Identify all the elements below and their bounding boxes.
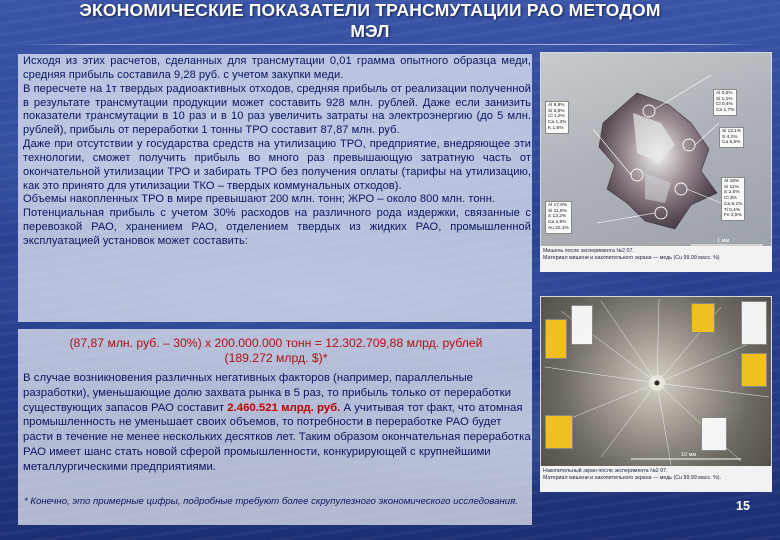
scenario-text-start: В случае возникновения различных негативных факторов (например, параллельные разработки), уменьшающие долю захвата рынка в 5 раз, то прибыль только от переработки существующих запасов РАО составит [23, 372, 511, 414]
scale-bar-label: 10 мм [681, 452, 697, 458]
target-micrograph [540, 52, 772, 272]
paragraph: Исходя из этих расчетов, сделанных для трансмутации 0,01 грамма опытного образца меди, средняя прибыль составила 9,28 руб. с учетом закупки меди. [23, 55, 531, 81]
formula-line1: (87,87 млн. руб. – 30%) х 200.000.000 тонн = 12.302.709,88 млрд. рублей [69, 336, 483, 350]
calculation-text [23, 55, 531, 249]
target-micrograph-art [541, 53, 772, 272]
profit-highlight: 2.460.521 млрд. руб. [227, 401, 341, 414]
composition-label [741, 353, 767, 387]
paragraph: Объемы накопленных ТРО в мире превышают 200 млн. тонн; ЖРО – около 800 млн. тонн. [23, 193, 496, 206]
paragraph: В пересчете на 1т твердых радиоактивных отходов, средняя прибыль от реализации полученной в результате трансмутации продукции может составить 928 млн. рублей. Даже если занизить показатели трансмутации в 10 раз и в 10 раз увеличить затраты на электроэнергию (до 5 млн. рублей), прибыль от переработки 1 тонны ТРО составит 87,87 млн. руб. [23, 82, 531, 137]
composition-label [701, 417, 727, 451]
profit-formula [20, 336, 532, 366]
composition-label [545, 319, 567, 359]
paragraph: Потенциальная прибыль с учетом 30% расходов на различного рода издержки, связанные с перевозкой РАО, хранением РАО, отделением твердых из жидких РАО, промышленной эксплуатацией установок может составить: [23, 207, 531, 247]
composition-label [545, 201, 572, 234]
scenario-text-end: А учитывая тот факт, что атомная промышленность не уменьшает своих объемов, то потребности в переработке РАО будет расти в течение не менее нескольких десятков лет. Таким образом окончательная переработка РАО имеет шанс стать новой сферой промышленности, конкурирующей с крупнейшими металлургическими предприятиями. [23, 401, 531, 473]
formula-line2: (189.272 млрд. $)* [224, 351, 328, 365]
composition-text: Al 18% Si 11% S 2,5% Cl 3% Ca 5,1% Ti 0,4% Fe 2,5% [724, 179, 743, 219]
caption-line: Мишень после эксперимента №2 07. [543, 248, 634, 254]
caption-line: Материал мишени и накопительного экрана — медь (Cu 99.99 масс. %) [543, 254, 720, 261]
composition-text: Al 0,5% Si 1,1% Cl 0,4% Ca 1,7% [716, 91, 735, 114]
title-divider [18, 44, 760, 45]
composition-label [719, 127, 744, 148]
screen-micrograph [540, 296, 772, 492]
composition-label [545, 101, 569, 134]
slide-title-line2: МЭЛ [350, 21, 390, 41]
scale-bar-label: 1 мм [717, 238, 730, 244]
composition-label [741, 301, 767, 345]
footnote: * Конечно, это примерные цифры, подробные требуют более скрупулезного экономического исследования. [24, 496, 518, 507]
composition-label [713, 89, 737, 116]
caption-line: Материал мишени и накопительного экрана — медь (Cu 99.99 масс. %). [543, 474, 722, 481]
composition-label [571, 305, 593, 345]
composition-label [545, 415, 573, 449]
scenario-text [23, 371, 531, 475]
composition-text: Al 17,6% Si 11,9% S 13,2% Ca 2,8% Au 22,1% [548, 203, 569, 231]
composition-label [721, 177, 745, 221]
screen-micrograph-caption [540, 466, 772, 492]
paragraph: Даже при отсутствии у государства средств на утилизацию ТРО, предприятие, внедряющее эти технологии, сможет получить прибыль во много раз превышающую затратную часть от окончательной утилизации ТРО и забирать ТРО без получения оплаты (тарифы на утилизацию, как это принято для утилизации ТКО – твердых коммунальных отходов). [23, 138, 531, 192]
composition-text: Si 12,1% S 4,2% Ca 5,5% [722, 129, 742, 146]
composition-label [691, 303, 715, 333]
caption-line: Накопительный экран после эксперимента №2 07. [543, 468, 668, 474]
slide-title-line1: ЭКОНОМИЧЕСКИЕ ПОКАЗАТЕЛИ ТРАНСМУТАЦИИ РАО МЕТОДОМ [79, 0, 661, 20]
page-number: 15 [736, 499, 750, 513]
composition-text: Al 9,8% Si 6,6% Cl 1,2% Ca 1,3% K 1,6% [548, 103, 567, 131]
target-micrograph-caption [540, 246, 772, 272]
slide-title [20, 0, 720, 42]
